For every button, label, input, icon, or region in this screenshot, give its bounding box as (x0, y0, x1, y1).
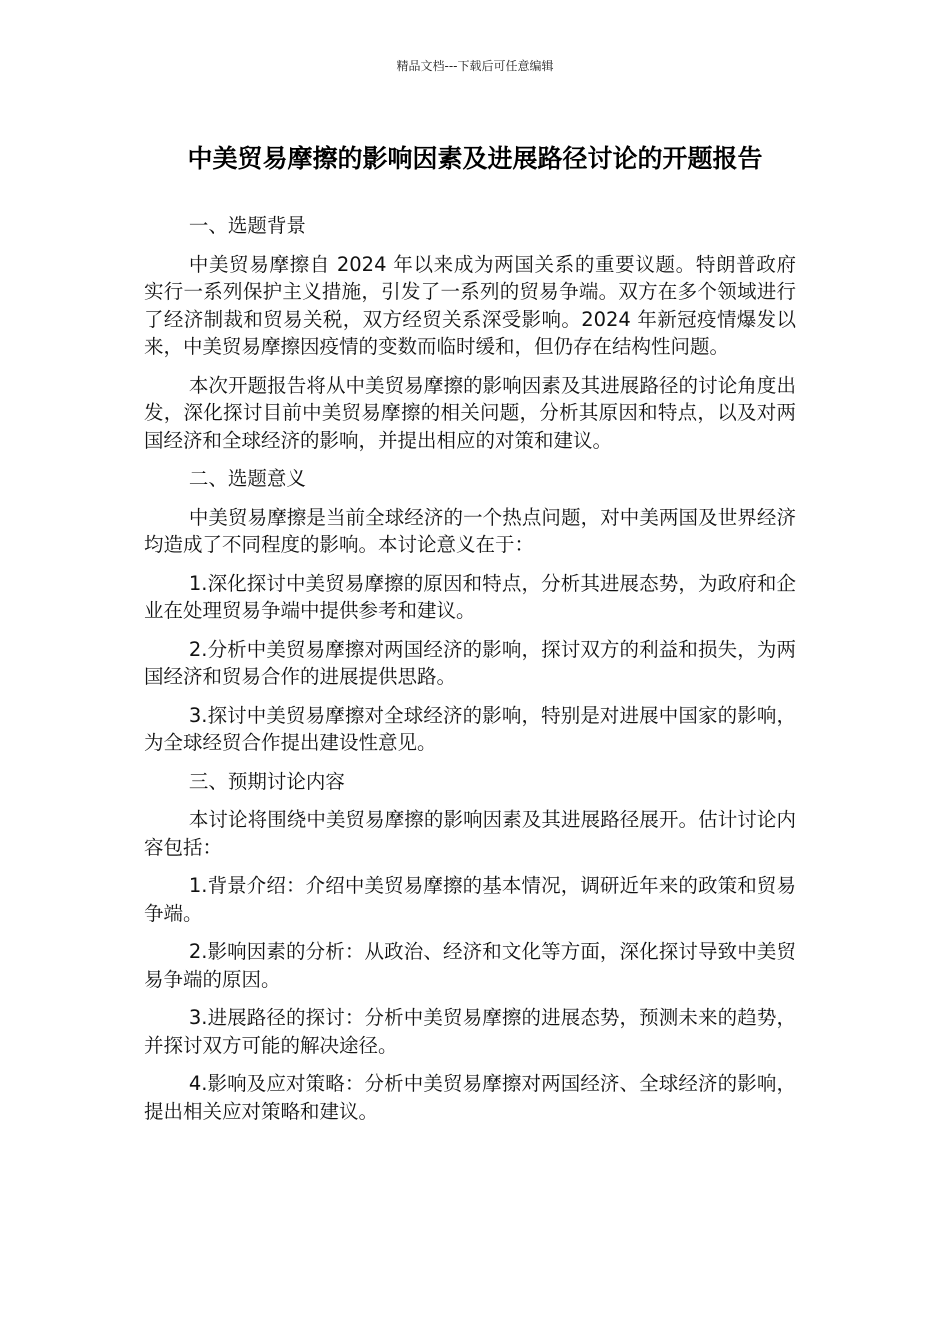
document-title: 中美贸易摩擦的影响因素及进展路径讨论的开题报告 (187, 144, 763, 173)
list-item-expected-1: 1.背景介绍：介绍中美贸易摩擦的基本情况，调研近年来的政策和贸易争端。 (144, 874, 796, 925)
list-item-significance-2: 2.分析中美贸易摩擦对两国经济的影响，探讨双方的利益和损失，为两国经济和贸易合作的进展提供思路。 (144, 637, 796, 688)
paragraph-significance-intro: 中美贸易摩擦是当前全球经济的一个热点问题，对中美两国及世界经济均造成了不同程度的影响。本讨论意义在于： (144, 505, 796, 556)
list-item-expected-2: 2.影响因素的分析：从政治、经济和文化等方面，深化探讨导致中美贸易争端的原因。 (144, 940, 796, 991)
list-item-expected-4: 4.影响及应对策略：分析中美贸易摩擦对两国经济、全球经济的影响，提出相关应对策略和建议。 (144, 1072, 796, 1123)
section-heading-expected-content: 三、预期讨论内容 (188, 769, 345, 793)
section-heading-background: 一、选题背景 (188, 214, 306, 237)
paragraph-expected-intro: 本讨论将围绕中美贸易摩擦的影响因素及其进展路径展开。估计讨论内容包括： (144, 808, 796, 859)
header-note: 精品文档---下载后可任意编辑 (396, 59, 554, 73)
list-item-expected-3: 3.进展路径的探讨：分析中美贸易摩擦的进展态势，预测未来的趋势，并探讨双方可能的解决途径。 (144, 1006, 796, 1057)
paragraph-background-1: 中美贸易摩擦自 2024 年以来成为两国关系的重要议题。特朗普政府实行一系列保护主义措施，引发了一系列的贸易争端。双方在多个领域进行了经济制裁和贸易关税，双方经贸关系深受影响。2024 年新冠疫情爆发以来，中美贸易摩擦因疫情的变数而临时缓和，但仍存在结构性问题。 (144, 252, 796, 358)
document-body (144, 212, 796, 1136)
paragraph-background-2: 本次开题报告将从中美贸易摩擦的影响因素及其进展路径的讨论角度出发，深化探讨目前中美贸易摩擦的相关问题，分析其原因和特点，以及对两国经济和全球经济的影响，并提出相应的对策和建议。 (144, 373, 796, 452)
section-heading-significance: 二、选题意义 (188, 467, 306, 490)
list-item-significance-1: 1.深化探讨中美贸易摩擦的原因和特点，分析其进展态势，为政府和企业在处理贸易争端中提供参考和建议。 (144, 571, 796, 622)
list-item-significance-3: 3.探讨中美贸易摩擦对全球经济的影响，特别是对进展中国家的影响，为全球经贸合作提出建设性意见。 (144, 703, 796, 754)
